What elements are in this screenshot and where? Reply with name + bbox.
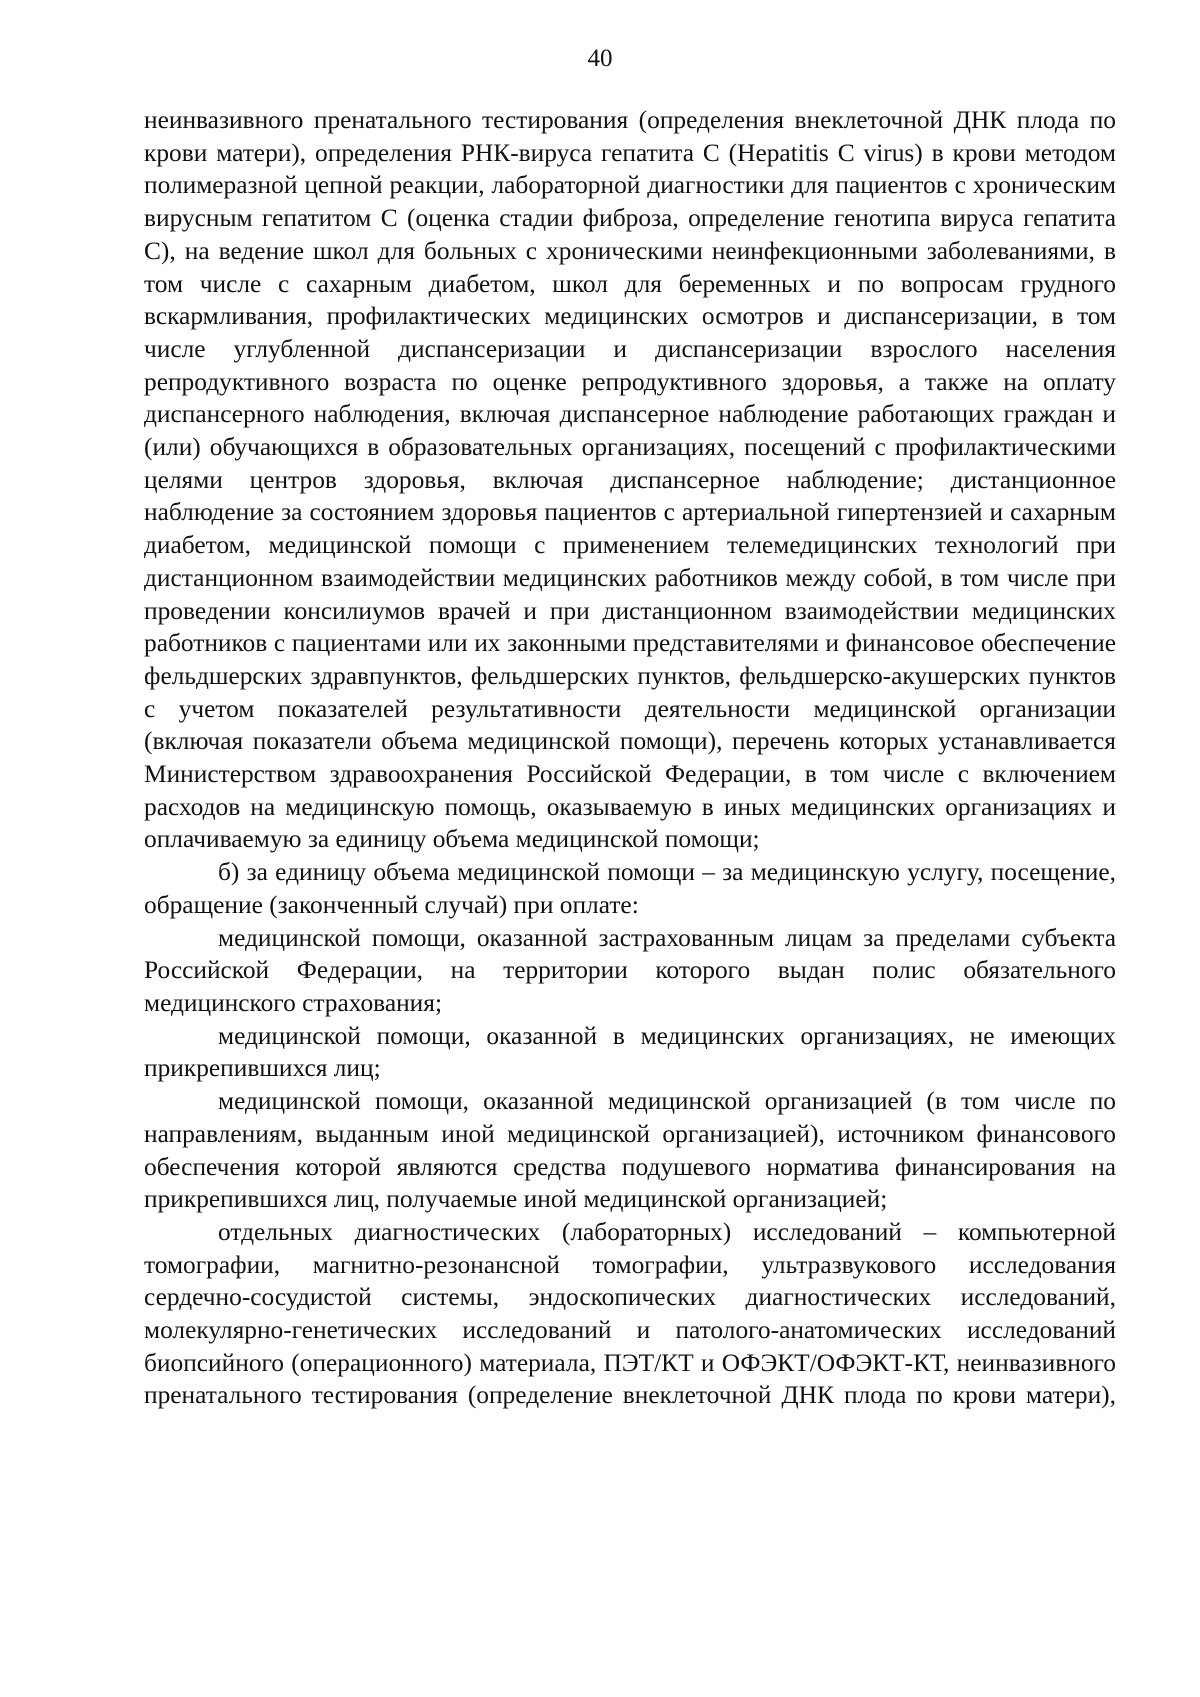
paragraph-no-attached-persons: медицинской помощи, оказанной в медицинских организациях, не имеющих прикрепившихся лиц; [144, 1021, 1116, 1083]
paragraph-diagnostic-studies: отдельных диагностических (лабораторных) исследований – компьютерной томографии, магнитно-резонансной томографии, ультразвукового исследования сердечно-сосудистой системы, эндоскопических диагностических исследований, молекулярно-генетических исследований и патолого-анатомических исследований биопсийного (операционного) материала, ПЭТ/КТ и ОФЭКТ/ОФЭКТ-КТ, неинвазивного пренатального тестирования (определение внеклеточной ДНК плода по крови матери), [144, 1217, 1116, 1410]
paragraph-item-b: б) за единицу объема медицинской помощи – за медицинскую услугу, посещение, обращение (законченный случай) при оплате: [144, 858, 1116, 919]
document-body [144, 104, 1116, 1412]
paragraph-out-of-region-care: медицинской помощи, оказанной застрахованным лицам за пределами субъекта Российской Федерации, на территории которого выдан полис обязательного медицинского страхования; [144, 923, 1116, 1017]
paragraph-referral-care: медицинской помощи, оказанной медицинской организацией (в том числе по направлениям, выданным иной медицинской организацией), источником финансового обеспечения которой являются средства подушевого норматива финансирования на прикрепившихся лиц, получаемые иной медицинской организацией; [144, 1087, 1116, 1214]
page-number: 40 [587, 45, 613, 72]
paragraph-continuation: неинвазивного пренатального тестирования (определения внеклеточной ДНК плода по крови матери), определения РНК-вируса гепатита C (Hepatitis C virus) в крови методом полимеразной цепной реакции, лабораторной диагностики для пациентов с хроническим вирусным гепатитом C (оценка стадии фиброза, определение генотипа вируса гепатита C), на ведение школ для больных с хроническими неинфекционными заболеваниями, в том числе с сахарным диабетом, школ для беременных и по вопросам грудного вскармливания, профилактических медицинских осмотров и диспансеризации, в том числе углубленной диспансеризации и диспансеризации взрослого населения репродуктивного возраста по оценке репродуктивного здоровья, а также на оплату диспансерного наблюдения, включая диспансерное наблюдение работающих граждан и (или) обучающихся в образовательных организациях, посещений с профилактическими целями центров здоровья, включая диспансерное наблюдение; дистанционное наблюдение за состоянием здоровья пациентов с артериальной гипертензией и сахарным диабетом, медицинской помощи с применением телемедицинских технологий при дистанционном взаимодействии медицинских работников между собой, в том числе при проведении консилиумов врачей и при дистанционном взаимодействии медицинских работников с пациентами или их законными представителями и финансовое обеспечение фельдшерских здравпунктов, фельдшерских пунктов, фельдшерско-акушерских пунктов с учетом показателей результативности деятельности медицинской организации (включая показатели объема медицинской помощи), перечень которых устанавливается Министерством здравоохранения Российской Федерации, в том числе с включением расходов на медицинскую помощь, оказываемую в иных медицинских организациях и оплачиваемую за единицу объема медицинской помощи; [144, 106, 1116, 854]
